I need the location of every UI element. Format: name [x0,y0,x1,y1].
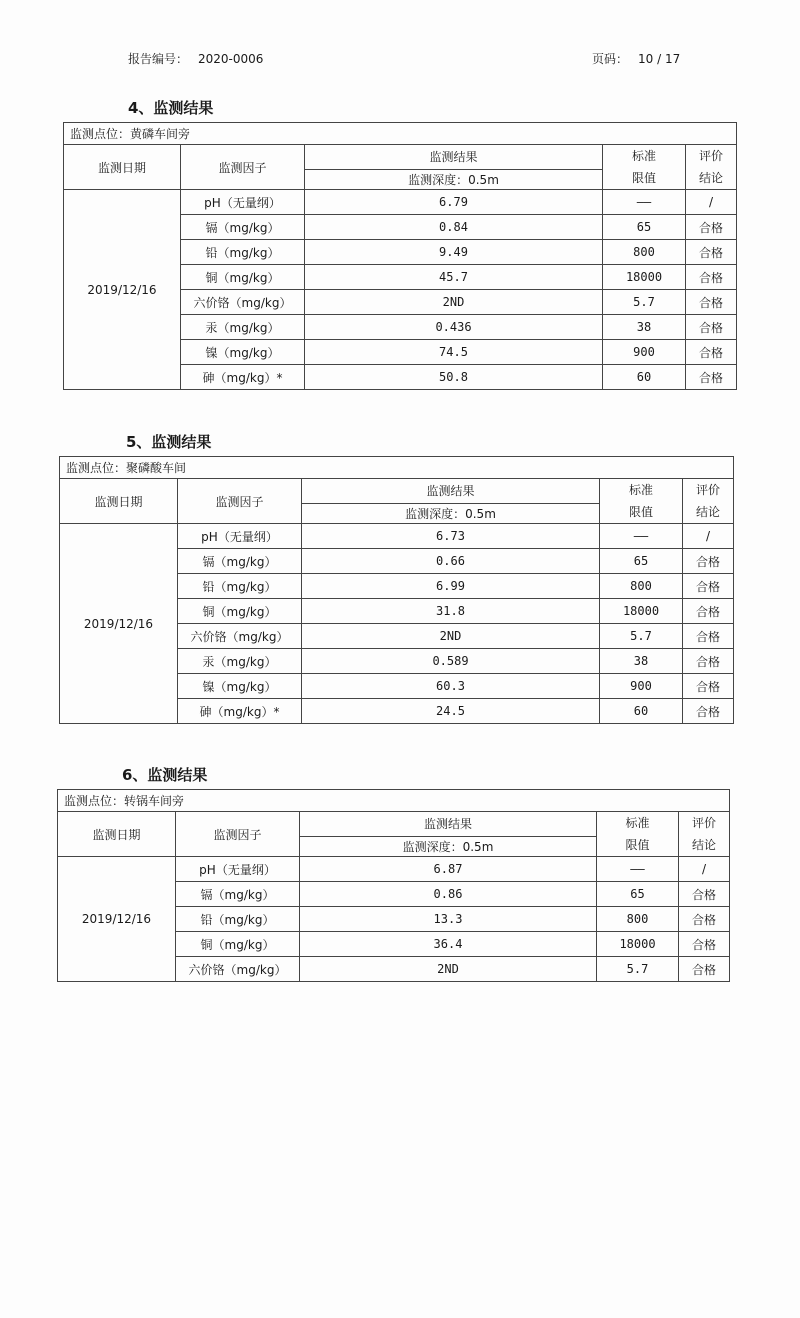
site-row [64,123,737,145]
page-number [592,50,680,67]
site-label: 监测点位：黄磷车间旁 [64,123,737,145]
site-label: 监测点位：聚磷酸车间 [60,457,734,479]
site-label: 监测点位：转锅车间旁 [58,790,730,812]
col-header-limit-line1: 标准 [628,483,653,497]
limit-cell: 18000 [603,265,686,290]
results-table-4 [63,122,737,390]
eval-cell: 合格 [679,907,730,932]
eval-cell: 合格 [686,365,737,390]
factor-cell: 砷（mg/kg）* [178,699,302,724]
result-cell: 2ND [302,624,600,649]
result-cell: 0.436 [305,315,603,340]
result-cell: 2ND [305,290,603,315]
section-title-4: 4、监测结果 [128,99,214,117]
col-header-depth: 监测深度：0.5m [305,169,603,189]
result-cell: 2ND [300,957,597,982]
site-row [58,790,730,812]
eval-cell: 合格 [683,674,734,699]
limit-cell: 800 [600,574,683,599]
factor-cell: 铜（mg/kg） [181,265,305,290]
col-header-eval-line2: 结论 [699,171,724,185]
eval-cell: 合格 [686,315,737,340]
result-cell: 6.79 [305,190,603,215]
col-header-limit-line2: 限值 [628,505,653,519]
result-cell: 13.3 [300,907,597,932]
col-header-eval-line1: 评价 [699,149,724,163]
eval-cell: 合格 [683,624,734,649]
eval-cell: 合格 [683,574,734,599]
limit-cell: 5.7 [600,624,683,649]
header-row [60,479,734,504]
section-title-5: 5、监测结果 [126,433,212,451]
col-header-limit [597,812,679,857]
result-cell: 60.3 [302,674,600,699]
report-number [128,50,263,67]
result-cell: 0.66 [302,549,600,574]
result-cell: 31.8 [302,599,600,624]
limit-cell: 38 [603,315,686,340]
result-cell: 0.86 [300,882,597,907]
table-row [58,857,730,882]
results-table-6 [57,789,730,982]
eval-cell: 合格 [683,599,734,624]
eval-cell: 合格 [686,215,737,240]
eval-cell: 合格 [679,932,730,957]
factor-cell: 镍（mg/kg） [181,340,305,365]
limit-cell: 900 [603,340,686,365]
report-number-value: 2020-0006 [198,52,264,66]
table-row [64,190,737,215]
result-cell: 24.5 [302,699,600,724]
eval-cell: 合格 [683,549,734,574]
factor-cell: 镍（mg/kg） [178,674,302,699]
factor-cell: 镉（mg/kg） [178,549,302,574]
col-header-limit-line1: 标准 [625,816,650,830]
limit-cell: —— [600,524,683,549]
factor-cell: pH（无量纲） [178,524,302,549]
limit-cell: 900 [600,674,683,699]
page-number-value: 10 / 17 [638,52,681,66]
col-header-limit [603,145,686,190]
eval-cell: / [679,857,730,882]
result-cell: 6.99 [302,574,600,599]
col-header-depth: 监测深度：0.5m [300,836,597,856]
col-header-eval-line1: 评价 [696,483,721,497]
factor-cell: 铜（mg/kg） [176,932,300,957]
col-header-limit-line2: 限值 [631,171,656,185]
factor-cell: 六价铬（mg/kg） [176,957,300,982]
limit-cell: 65 [603,215,686,240]
header-row [64,145,737,170]
eval-cell: 合格 [679,882,730,907]
eval-cell: 合格 [683,649,734,674]
header-row [58,812,730,837]
factor-cell: 镉（mg/kg） [176,882,300,907]
result-cell: 36.4 [300,932,597,957]
results-table-5 [59,456,734,724]
col-header-factor: 监测因子 [178,479,302,524]
result-cell: 6.73 [302,524,600,549]
factor-cell: 六价铬（mg/kg） [181,290,305,315]
result-cell: 6.87 [300,857,597,882]
col-header-factor: 监测因子 [176,812,300,857]
eval-cell: / [683,524,734,549]
factor-cell: 铜（mg/kg） [178,599,302,624]
col-header-eval [686,145,737,190]
limit-cell: —— [603,190,686,215]
eval-cell: 合格 [686,265,737,290]
col-header-limit-line1: 标准 [631,149,656,163]
col-header-eval [683,479,734,524]
col-header-limit [600,479,683,524]
result-cell: 0.589 [302,649,600,674]
limit-cell: 5.7 [597,957,679,982]
eval-cell: 合格 [679,957,730,982]
factor-cell: 汞（mg/kg） [181,315,305,340]
limit-cell: 800 [603,240,686,265]
col-header-eval-line2: 结论 [696,505,721,519]
limit-cell: 800 [597,907,679,932]
factor-cell: 砷（mg/kg）* [181,365,305,390]
col-header-result: 监测结果 [305,145,603,170]
col-header-date: 监测日期 [60,479,178,524]
eval-cell: 合格 [686,290,737,315]
col-header-date: 监测日期 [64,145,181,190]
eval-cell: 合格 [683,699,734,724]
page-number-label: 页码： [592,52,629,66]
eval-cell: 合格 [686,340,737,365]
col-header-eval-line2: 结论 [692,838,717,852]
limit-cell: 5.7 [603,290,686,315]
section-title-6: 6、监测结果 [122,766,208,784]
col-header-depth: 监测深度：0.5m [302,503,600,523]
result-cell: 0.84 [305,215,603,240]
limit-cell: 65 [600,549,683,574]
eval-cell: / [686,190,737,215]
result-cell: 9.49 [305,240,603,265]
col-header-date: 监测日期 [58,812,176,857]
monitor-date-cell: 2019/12/16 [58,857,176,982]
factor-cell: 铅（mg/kg） [178,574,302,599]
report-number-label: 报告编号： [128,52,189,66]
limit-cell: 18000 [600,599,683,624]
limit-cell: 65 [597,882,679,907]
col-header-result: 监测结果 [302,479,600,504]
factor-cell: 铅（mg/kg） [181,240,305,265]
result-cell: 74.5 [305,340,603,365]
factor-cell: 铅（mg/kg） [176,907,300,932]
limit-cell: —— [597,857,679,882]
col-header-result: 监测结果 [300,812,597,837]
col-header-eval [679,812,730,857]
factor-cell: 六价铬（mg/kg） [178,624,302,649]
col-header-limit-line2: 限值 [625,838,650,852]
site-row [60,457,734,479]
result-cell: 50.8 [305,365,603,390]
col-header-eval-line1: 评价 [692,816,717,830]
monitor-date-cell: 2019/12/16 [60,524,178,724]
factor-cell: 汞（mg/kg） [178,649,302,674]
limit-cell: 38 [600,649,683,674]
table-row [60,524,734,549]
result-cell: 45.7 [305,265,603,290]
factor-cell: pH（无量纲） [181,190,305,215]
limit-cell: 60 [603,365,686,390]
factor-cell: 镉（mg/kg） [181,215,305,240]
factor-cell: pH（无量纲） [176,857,300,882]
eval-cell: 合格 [686,240,737,265]
limit-cell: 60 [600,699,683,724]
limit-cell: 18000 [597,932,679,957]
monitor-date-cell: 2019/12/16 [64,190,181,390]
col-header-factor: 监测因子 [181,145,305,190]
